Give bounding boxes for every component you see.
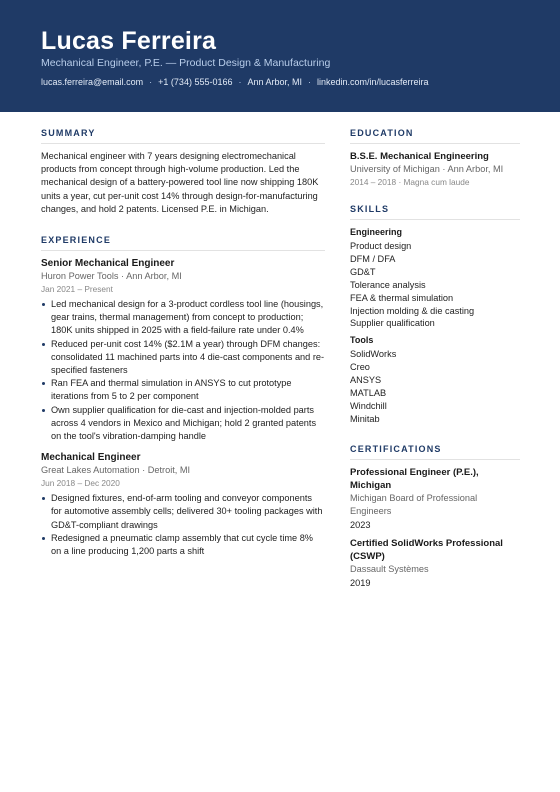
contact-line: [41, 76, 519, 88]
skill-item: SolidWorks: [350, 349, 397, 360]
skill-item: FEA & thermal simulation: [350, 292, 454, 303]
skill-item: ANSYS: [350, 375, 382, 386]
skill-item: MATLAB: [350, 388, 387, 399]
skill-item: Minitab: [350, 413, 380, 424]
job-bullet: Own supplier qualification for die-cast and injection-molded parts across 4 vendors in Mexico and Michigan; hold 2 granted patents on the tool's vibration-damping handle: [41, 404, 325, 444]
job-entry: [41, 451, 325, 558]
certifications-section: [350, 444, 520, 591]
certification-name: Certified SolidWorks Professional (CSWP): [350, 537, 503, 562]
skill-item: Product design: [350, 241, 412, 251]
certification-year: 2019: [350, 577, 371, 588]
left-column: [41, 128, 325, 558]
job-bullet: Designed fixtures, end-of-arm tooling and conveyor components for automotive assembly cells; delivered 30+ tooling packages with GD&T-compliant drawings: [41, 492, 325, 532]
linkedin-link[interactable]: linkedin.com/in/lucasferreira: [317, 77, 429, 87]
skill-item: Tolerance analysis: [350, 279, 426, 290]
location: Ann Arbor, MI: [247, 77, 303, 87]
job-bullet: Ran FEA and thermal simulation in ANSYS to cut prototype iterations from 5 to 2 per component: [41, 377, 325, 403]
job-title: Senior Mechanical Engineer: [41, 258, 175, 270]
section-title-education: EDUCATION: [350, 128, 520, 144]
job-title: Mechanical Engineer: [41, 452, 141, 464]
job-company: Huron Power Tools · Ann Arbor, MI: [41, 271, 182, 282]
section-title-certifications: CERTIFICATIONS: [350, 444, 520, 460]
skill-group-name: Engineering: [350, 227, 403, 237]
skill-item: DFM / DFA: [350, 253, 396, 264]
certification-entry: [350, 466, 520, 533]
skill-group: [350, 334, 520, 425]
candidate-headline: Mechanical Engineer, P.E. — Product Design & Manufacturing: [41, 57, 331, 69]
summary-section: [41, 128, 325, 216]
skill-item: Supplier qualification: [350, 318, 435, 329]
skill-group: [350, 226, 520, 330]
right-column: [350, 128, 520, 591]
degree: B.S.E. Mechanical Engineering: [350, 151, 489, 162]
skill-item: Windchill: [350, 400, 387, 411]
skill-item: Injection molding & die casting: [350, 305, 475, 316]
job-bullet: Redesigned a pneumatic clamp assembly that cut cycle time 8% on a line producing 1,200 parts a shift: [41, 532, 325, 558]
certification-year: 2023: [350, 519, 371, 530]
school: University of Michigan · Ann Arbor, MI: [350, 164, 504, 174]
skills-section: [350, 204, 520, 426]
education-section: [350, 128, 520, 188]
certification-name: Professional Engineer (P.E.), Michigan: [350, 466, 479, 491]
resume-header: [0, 0, 560, 112]
job-bullet: Reduced per-unit cost 14% ($2.1M a year) through DFM changes: consolidated 11 machined parts into 4 die-cast components and re-specified fasteners: [41, 338, 325, 378]
separator: ·: [238, 77, 242, 87]
education-meta: 2014 – 2018 · Magna cum laude: [350, 177, 470, 187]
separator: ·: [149, 77, 153, 87]
section-title-experience: EXPERIENCE: [41, 235, 325, 251]
job-bullet: Led mechanical design for a 3-product cordless tool line (housings, gear trains, thermal management) from concept to production; 180K units shipped in 2025 with a field-failure rate under 0.4%: [41, 298, 325, 338]
job-dates: Jun 2018 – Dec 2020: [41, 478, 120, 489]
certification-issuer: Michigan Board of Professional Engineers: [350, 492, 478, 516]
job-dates: Jan 2021 – Present: [41, 284, 113, 295]
job-bullets: [41, 492, 325, 558]
job-bullets: [41, 298, 325, 443]
phone-number: +1 (734) 555-0166: [158, 77, 233, 87]
section-title-skills: SKILLS: [350, 204, 520, 220]
job-company: Great Lakes Automation · Detroit, MI: [41, 465, 191, 476]
certification-entry: [350, 537, 520, 591]
separator: ·: [308, 77, 312, 87]
skill-item: Creo: [350, 362, 370, 373]
job-entry: [41, 257, 325, 443]
summary-text: Mechanical engineer with 7 years designing electromechanical products from concept through high-volume production. Led the mechanical design of a battery-powered tool line now shipping 180K units a year, cut per-unit cost 14% through design-for-manufacturing changes, and hold 2 patents. Licensed P.E. in Michigan.: [41, 151, 319, 214]
certification-issuer: Dassault Systèmes: [350, 563, 429, 574]
candidate-name: Lucas Ferreira: [41, 27, 217, 55]
email-link[interactable]: lucas.ferreira@email.com: [41, 77, 144, 87]
section-title-summary: SUMMARY: [41, 128, 325, 144]
skill-item: GD&T: [350, 266, 376, 277]
experience-section: [41, 235, 325, 558]
skill-group-name: Tools: [350, 335, 374, 346]
